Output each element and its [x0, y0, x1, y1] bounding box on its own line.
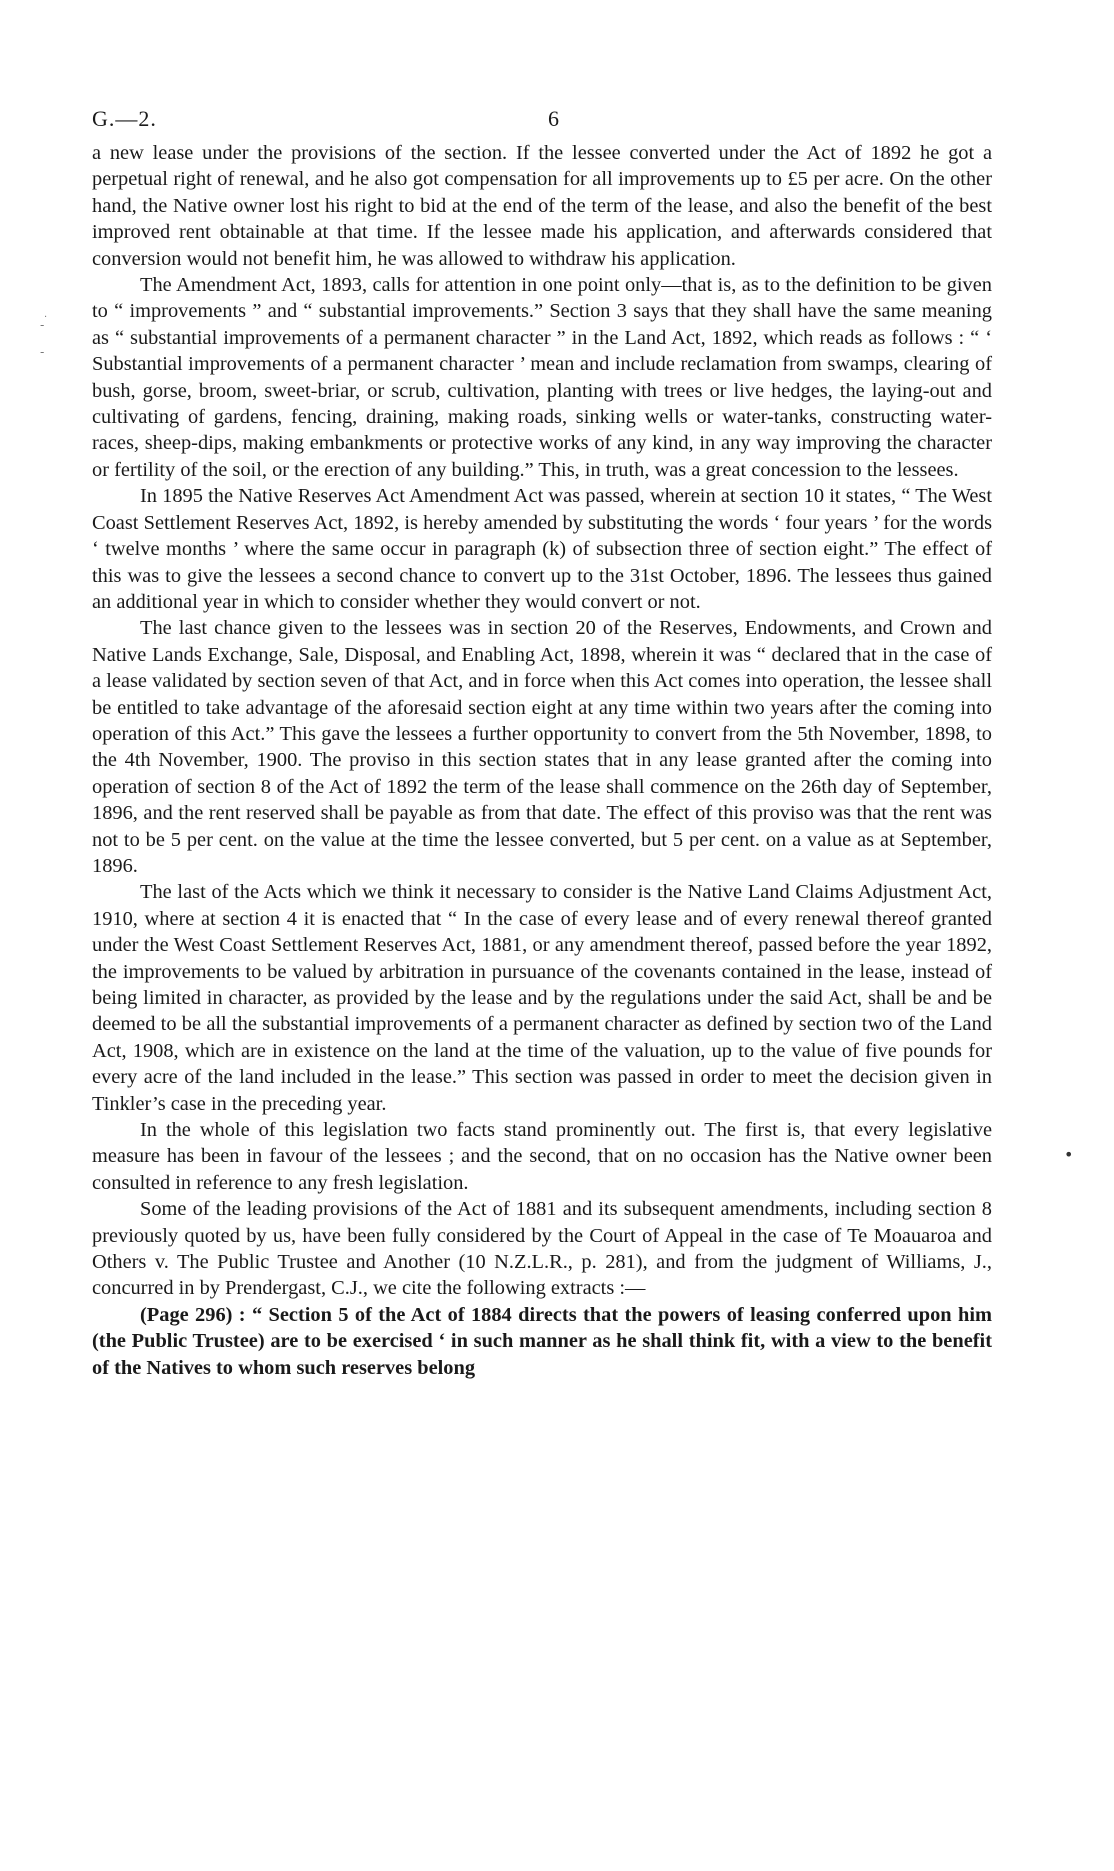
- paragraph: (Page 296) : “ Section 5 of the Act of 1884 directs that the powers of leasing conferred upon him (the Public Trustee) are to be exercised ‘ in such manner as he shall think fit, with a view to the benefit of the Natives to whom such reserves belong: [92, 1303, 992, 1379]
- paragraph: Some of the leading provisions of the Act of 1881 and its subsequent amendments, including section 8 previously quoted by us, have been fully considered by the Court of Appeal in the case of Te Moauaroa and Others v. The Public Trustee and Another (10 N.Z.L.R., p. 281), and from the judgment of Williams, J., concurred in by Prendergast, C.J., we cite the following extracts :—: [92, 1198, 992, 1300]
- paragraph: The last of the Acts which we think it necessary to consider is the Native Land Claims Adjustment Act, 1910, where at section 4 it is enacted that “ In the case of every lease and of every renewal thereof granted under the West Coast Settlement Reserves Act, 1881, or any amendment thereof, passed before the year 1892, the improvements to be valued by arbitration in pursuance of the covenants contained in the lease, instead of being limited in character, as provided by the lease and by the regulations under the said Act, shall be and be deemed to be all the substantial improvements of a permanent character as defined by section two of the Land Act, 1908, which are in existence on the land at the time of the valuation, up to the value of five pounds for every acre of the land included in the lease.” This section was passed in order to meet the decision given in Tinkler’s case in the preceding year.: [92, 881, 992, 1115]
- margin-mark: ‐: [40, 318, 45, 332]
- margin-mark: ·: [44, 312, 48, 323]
- paragraph: The last chance given to the lessees was in section 20 of the Reserves, Endowments, and Crown and Native Lands Exchange, Sale, Disposal, and Enabling Act, 1898, wherein it was “ declared that in the case of a lease validated by section seven of that Act, and in force when this Act comes into operation, the lessee shall be entitled to take advantage of the aforesaid section eight at any time within two years after the coming into operation of this Act.” This gave the lessees a further opportunity to convert from the 5th November, 1898, to the 4th November, 1900. The proviso in this section states that in any lease granted after the coming into operation of section 8 of the Act of 1892 the term of the lease shall commence on the 26th day of September, 1896, and the rent reserved shall be payable as from that date. The effect of this proviso was that the rent was not to be 5 per cent. on the value at the time the lessee converted, but 5 per cent. on a value as at September, 1896.: [92, 617, 992, 877]
- paragraph: a new lease under the provisions of the section. If the lessee converted under the Act of 1892 he got a perpetual right of renewal, and he also got compensation for all improvements up to £5 per acre. On the other hand, the Native owner lost his right to bid at the end of the term of the lease, and also the benefit of the best improved rent obtainable at that time. If the lessee made his application, and afterwards considered that conversion would not benefit him, he was allowed to withdraw his application.: [92, 142, 992, 270]
- page-header: [92, 106, 992, 136]
- margin-mark: ‐: [40, 345, 45, 359]
- document-page: [92, 106, 992, 1381]
- page-number: 6: [548, 106, 559, 131]
- paragraph: In the whole of this legislation two facts stand prominently out. The first is, that every legislative measure has been in favour of the lessees ; and the second, that on no occasion has the Native owner been consulted in reference to any fresh legislation.: [92, 1119, 992, 1194]
- paragraph: The Amendment Act, 1893, calls for attention in one point only—that is, as to the definition to be given to “ improvements ” and “ substantial improvements.” Section 3 says that they shall have the same meaning as “ substantial improvements of a permanent character ” in the Land Act, 1892, which reads as follows : “ ‘ Substantial improvements of a permanent character ’ mean and include reclamation from swamps, clearing of bush, gorse, broom, sweet-briar, or scrub, cultivation, planting with trees or live hedges, the laying-out and cultivating of gardens, fencing, draining, making roads, sinking wells or water-tanks, constructing water-races, sheep-dips, making embankments or protective works of any kind, in any way improving the character or fertility of the soil, or the erection of any building.” This, in truth, was a great concession to the lessees.: [92, 274, 992, 481]
- body-text: [92, 140, 992, 1381]
- margin-mark: •: [1064, 1145, 1074, 1164]
- document-reference: G.—2.: [92, 106, 157, 131]
- paragraph: In 1895 the Native Reserves Act Amendment Act was passed, wherein at section 10 it states, “ The West Coast Settlement Reserves Act, 1892, is hereby amended by substituting the words ‘ four years ’ for the words ‘ twelve months ’ where the same occur in paragraph (k) of subsection three of section eight.” The effect of this was to give the lessees a second chance to convert up to the 31st October, 1896. The lessees thus gained an additional year in which to consider whether they would convert or not.: [92, 485, 992, 613]
